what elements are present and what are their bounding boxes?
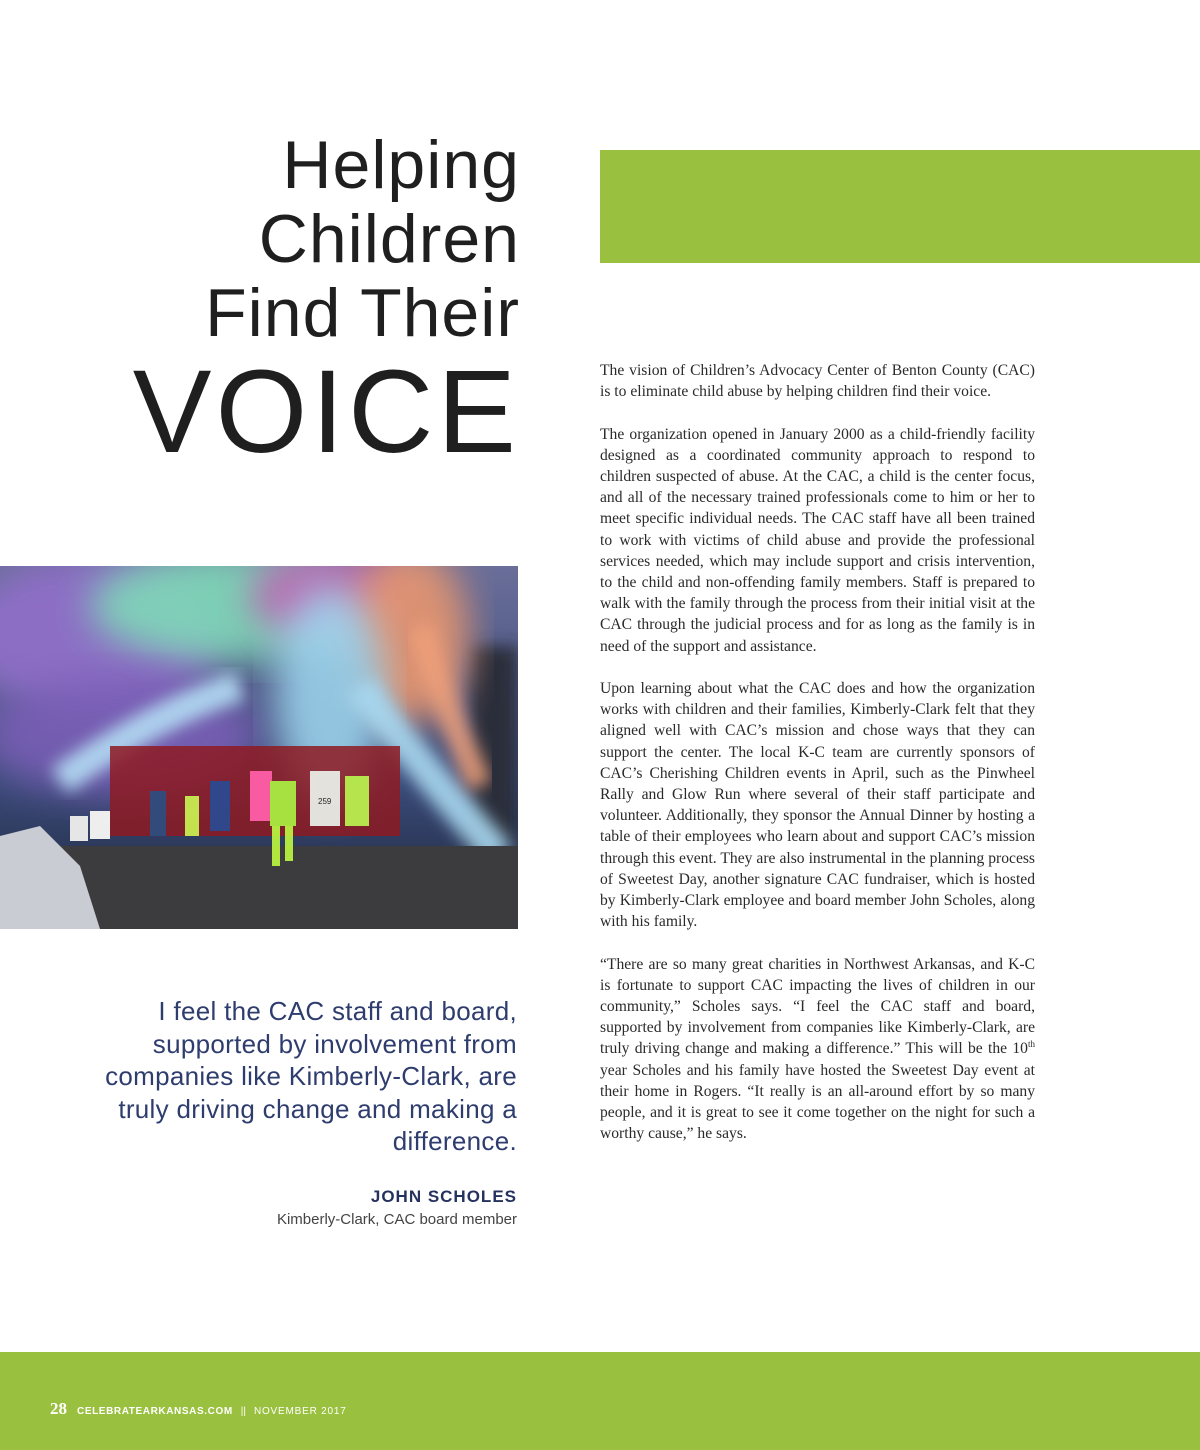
footer-separator: || bbox=[240, 1406, 246, 1417]
article-paragraph-1: The vision of Children’s Advocacy Center of Benton County (CAC) is to eliminate child abuse by helping children find their voice. bbox=[600, 362, 1035, 401]
headline bbox=[133, 128, 520, 476]
headline-line-3: Find Their bbox=[205, 275, 520, 351]
ordinal-suffix: th bbox=[1027, 1039, 1035, 1050]
photo-illustration bbox=[0, 566, 518, 929]
headline-voice: VOICE bbox=[132, 346, 520, 478]
bib-number: 259 bbox=[318, 797, 332, 806]
page-number: 28 bbox=[50, 1399, 67, 1418]
quote-author-role: Kimberly-Clark, CAC board member bbox=[276, 1211, 517, 1228]
footer-date: NOVEMBER 2017 bbox=[253, 1406, 347, 1417]
pull-quote: I feel the CAC staff and board, supported by involvement from companies like Kimberly-Clark, are truly driving change and making a difference. bbox=[105, 996, 517, 1156]
color-run-photo bbox=[0, 566, 518, 929]
article-paragraph-4 bbox=[600, 954, 1035, 1145]
footer-folio bbox=[50, 1399, 347, 1419]
article-paragraph-4-part-1: “There are so many great charities in Northwest Arkansas, and K-C is fortunate to support CAC impacting the lives of children in our community,” Scholes says. “I feel the CAC staff and board, supported by involvement from companies like Kimberly-Clark, are truly driving change and making a difference.” This will be the 10 bbox=[600, 955, 1035, 1058]
headline-line-1: Helping bbox=[282, 127, 520, 203]
headline-line-2: Children bbox=[258, 201, 520, 277]
accent-block bbox=[600, 150, 1200, 263]
page-footer bbox=[0, 1352, 1200, 1450]
article-paragraph-4-part-2: year Scholes and his family have hosted the Sweetest Day event at their home in Rogers. “It really is an all-around effort by so many people, and it is great to see it come together on the night for such a worthy cause,” he says. bbox=[600, 1061, 1035, 1143]
quote-author-name: JOHN SCHOLES bbox=[370, 1187, 517, 1206]
article-paragraph-2: The organization opened in January 2000 as a child-friendly facility designed as a coordinated community approach to respond to children suspected of abuse. At the CAC, a child is the center focus, and all of the necessary trained professionals come to him or her to meet specific individual needs. The CAC staff have all been trained to work with victims of child abuse and provide the professional services needed, which may include support and crisis intervention, to the child and non-offending family members. Staff is prepared to walk with the family through the process from their initial visit at the CAC through the judicial process and for as long as the family is in need of the support and assistance. bbox=[600, 425, 1035, 655]
article-paragraph-3: Upon learning about what the CAC does and how the organization works with children and their families, Kimberly-Clark felt that they aligned well with CAC’s mission and chose ways that they can support the center. The local K-C team are currently sponsors of CAC’s Cherishing Children events in April, such as the Pinwheel Rally and Glow Run where several of their staff participate and volunteer. Additionally, they sponsor the Annual Dinner by hosting a table of their employees who learn about and support CAC’s mission through this event. They are also instrumental in the planning process of Sweetest Day, another signature CAC fundraiser, which is hosted by Kimberly-Clark employee and board member John Scholes, along with his family. bbox=[600, 680, 1035, 931]
article-body bbox=[600, 360, 1035, 1166]
footer-site-link[interactable]: CELEBRATEARKANSAS.COM bbox=[77, 1406, 233, 1417]
